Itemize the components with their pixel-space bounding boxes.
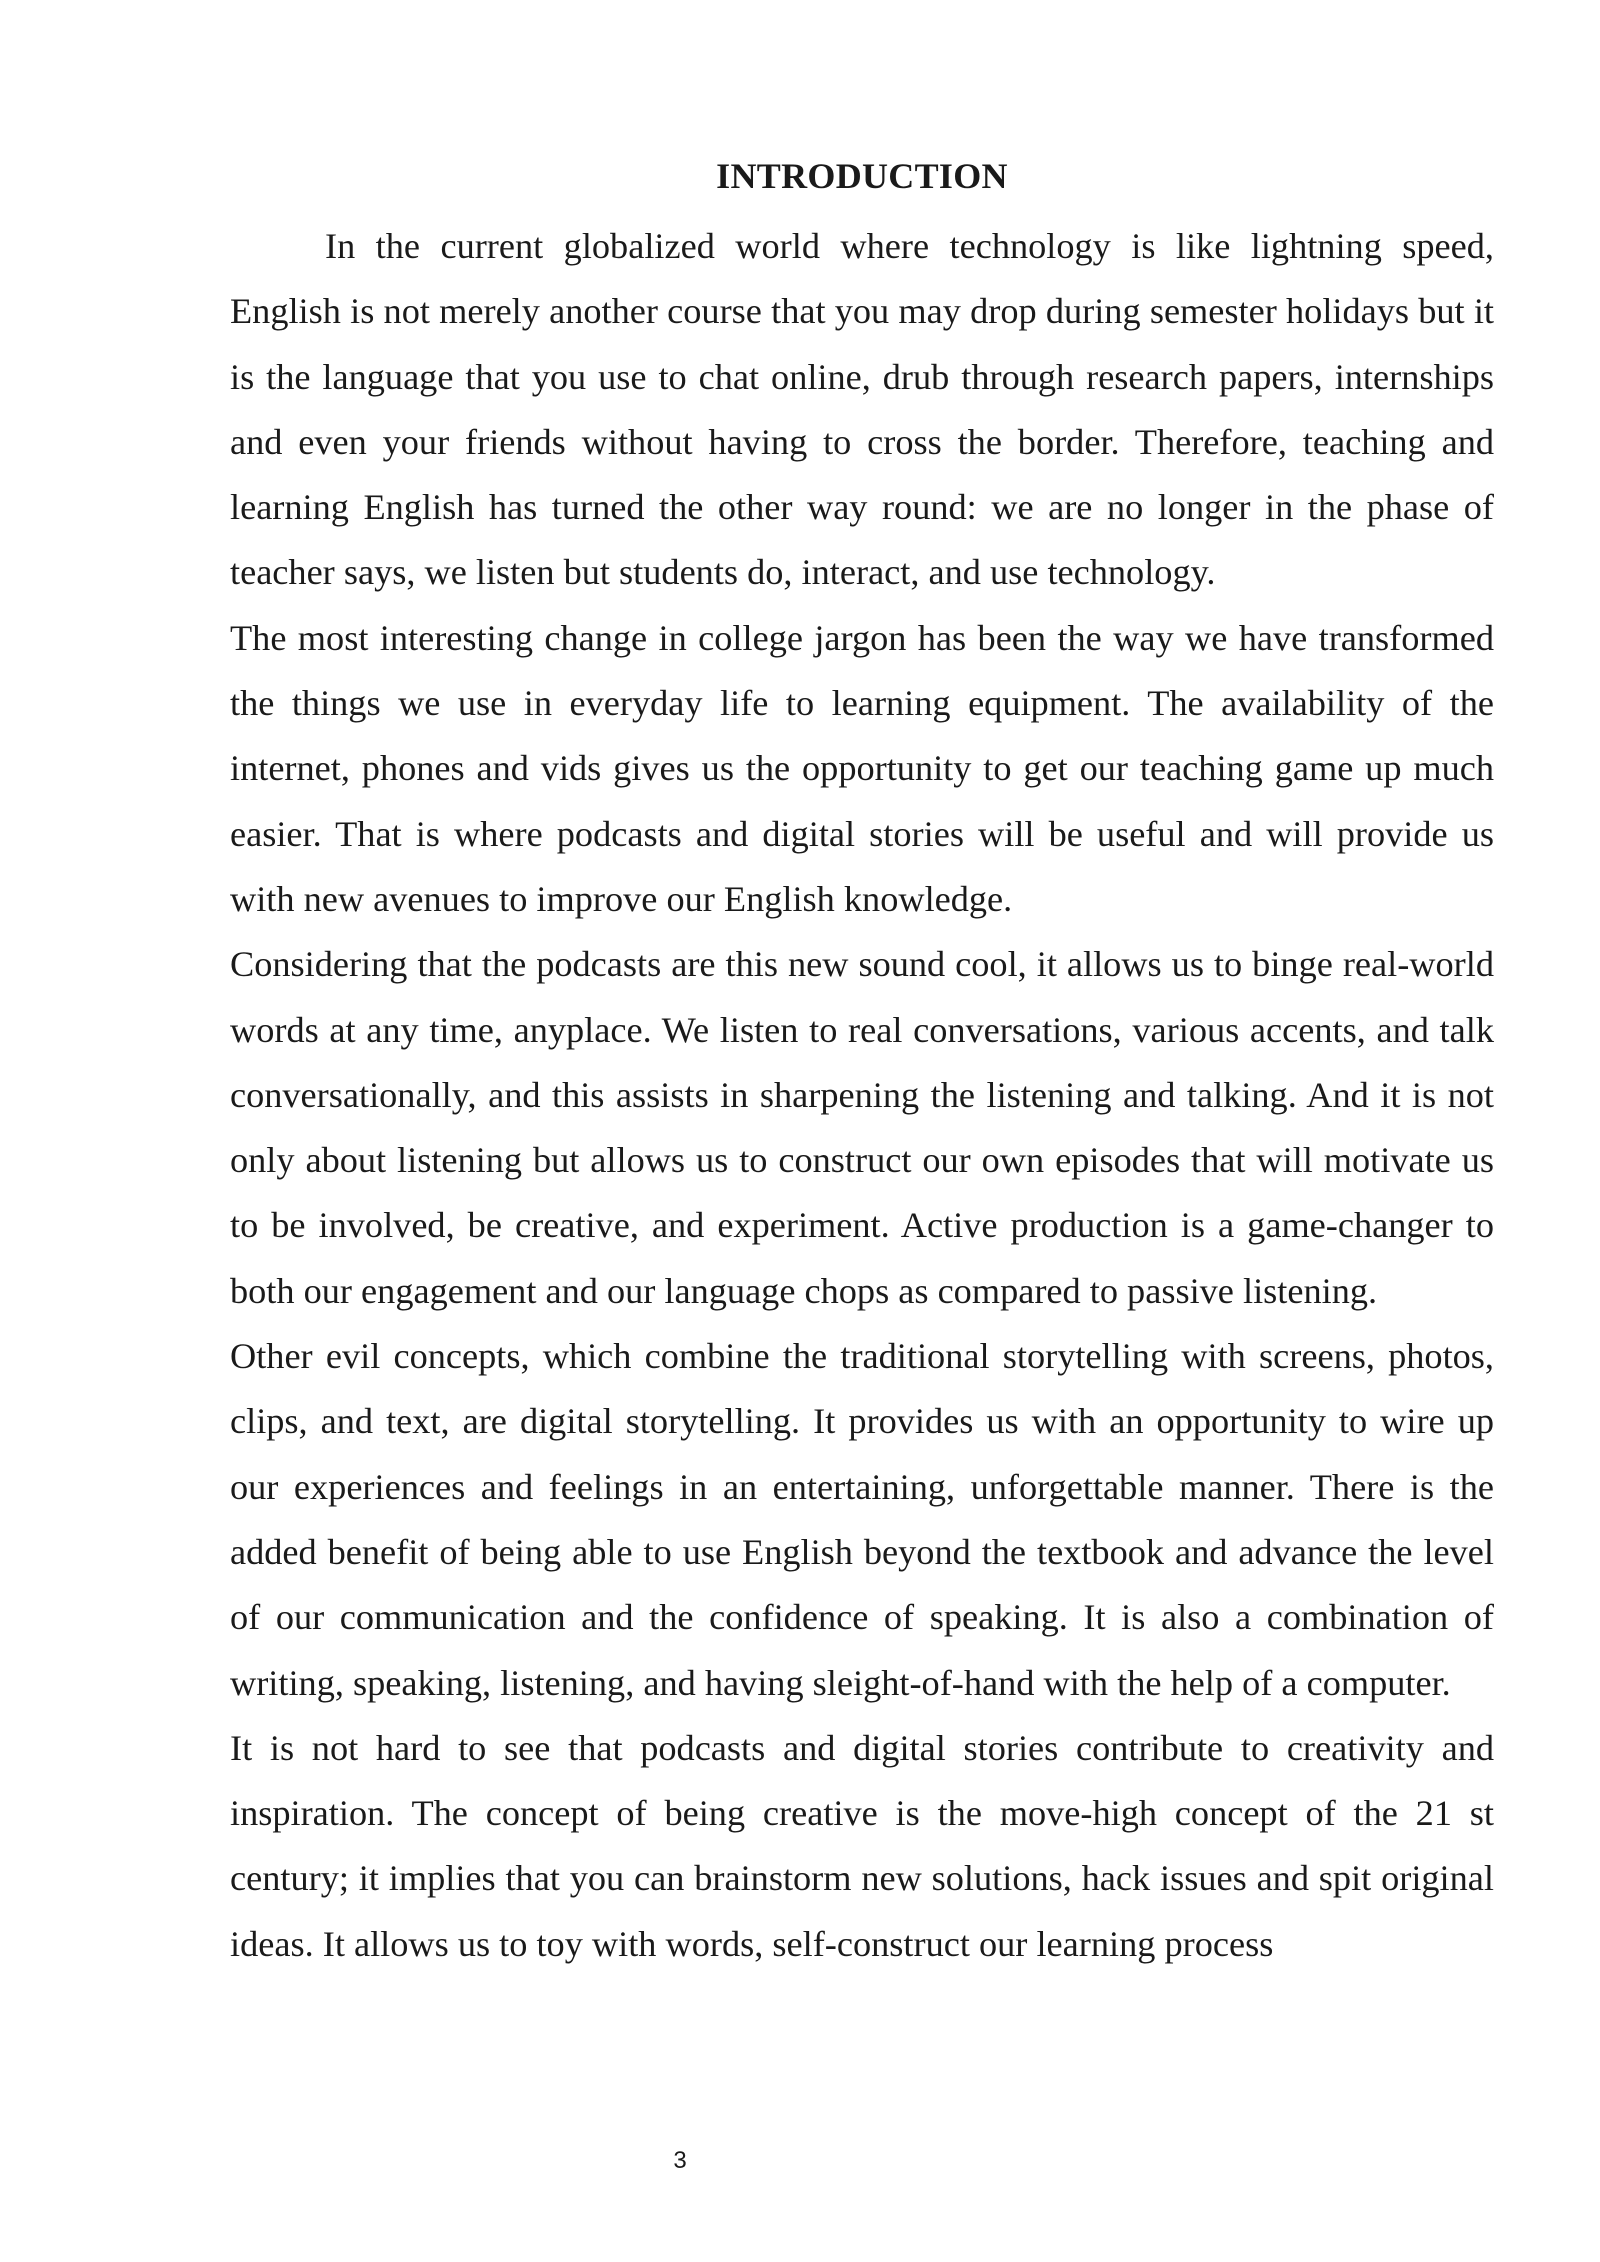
body-text [230,214,1494,1977]
paragraph-5: It is not hard to see that podcasts and digital stories contribute to creativity and inspiration. The concept of being creative is the move-high concept of the 21 st century; it implies that you can brainstorm new solutions, hack issues and spit original ideas. It allows us to toy with words, self-construct our learning process [230,1727,1494,1964]
page-number: 3 [673,2147,687,2174]
paragraph-2: The most interesting change in college jargon has been the way we have transformed the things we use in everyday life to learning equipment. The availability of the internet, phones and vids gives us the opportunity to get our teaching game up much easier. That is where podcasts and digital stories will be useful and will provide us with new avenues to improve our English knowledge. [230,617,1494,919]
paragraph-1: In the current globalized world where technology is like lightning speed, English is not merely another course that you may drop during semester holidays but it is the language that you use to chat online, drub through research papers, internships and even your friends without having to cross the border. Therefore, teaching and learning English has turned the other way round: we are no longer in the phase of teacher says, we listen but students do, interact, and use technology. [230,226,1494,593]
paragraph-4: Other evil concepts, which combine the traditional storytelling with screens, photos, clips, and text, are digital storytelling. It provides us with an opportunity to wire up our experiences and feelings in an entertaining, unforgettable manner. There is the added benefit of being able to use English beyond the textbook and advance the level of our communication and the confidence of speaking. It is also a combination of writing, speaking, listening, and having sleight-of-hand with the help of a computer. [230,1336,1494,1703]
paragraph-3: Considering that the podcasts are this new sound cool, it allows us to binge real-world words at any time, anyplace. We listen to real conversations, various accents, and talk conversationally, and this assists in sharpening the listening and talking. And it is not only about listening but allows us to construct our own episodes that will motivate us to be involved, be creative, and experiment. Active production is a game-changer to both our engagement and our language chops as compared to passive listening. [230,944,1494,1311]
page-title: INTRODUCTION [716,156,1008,196]
